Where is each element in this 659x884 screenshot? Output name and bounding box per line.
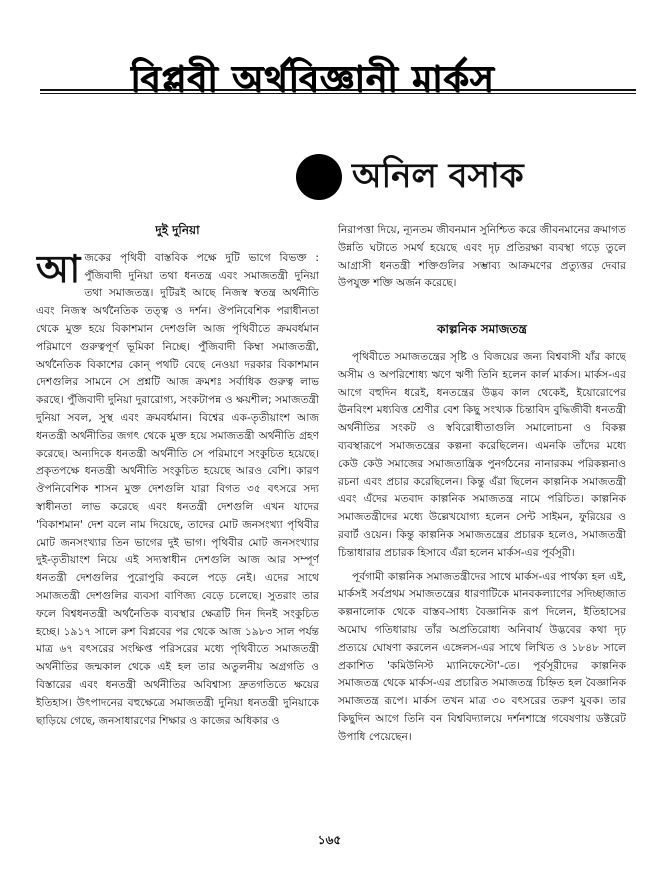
left-column bbox=[36, 222, 319, 822]
left-paragraph bbox=[36, 245, 319, 731]
article-title: বিপ্লবী অর্থবিজ্ঞানী মার্কস bbox=[130, 58, 495, 100]
author-name: অনিল বসাক bbox=[352, 156, 524, 196]
author-bullet bbox=[296, 154, 342, 200]
right-continued-paragraph: নিরাপত্তা দিয়ে, ন্যূনতম জীবনমান সুনিশ্চিত করে জীবনমানের ক্রমাগত উন্নতি ঘটাতে সমর্থ হয়েছে এবং দৃঢ় প্রতিরক্ষা ব্যবস্থা গড়ে তুলে আগ্রাসী ধনতন্ত্রী শক্তিগুলির সম্ভাব্য আক্রমণের প্রত্যুত্তর দেবার উপযুক্ত শক্তি অর্জন করেছে। bbox=[338, 224, 626, 290]
page-number: ১৬৫ bbox=[317, 833, 342, 847]
section-heading-two-worlds: দুই দুনিয়া bbox=[155, 223, 200, 237]
drop-cap: আ bbox=[36, 245, 81, 291]
section-heading-utopian-socialism: কাল্পনিক সমাজতন্ত্র bbox=[437, 322, 527, 337]
right-paragraph-1: পৃথিবীতে সমাজতন্ত্রের সৃষ্টি ও বিজয়ের জন্য বিশ্ববাসী যাঁর কাছে অসীম ও অপরিশোধ্য ঋণে ঋণী তিনি হলেন কার্ল মার্কস। মার্কস-এর আগে বহুদিন ধরেই, ধনতন্ত্রের উদ্ভব কাল থেকেই, ইয়োরোপের ঊনবিংশ মধ্যবিত্ত শ্রেণীর বেশ কিছু সংখ্যক চিন্তাবিদ বুদ্ধিজীবী ধনতন্ত্রী অর্থনীতির সংকট ও স্ববিরোধীতাগুলি সমালোচনা ও বিকল্প ব্যবস্থারূপে সমাজতন্ত্রের কল্পনা করেছিলেন। এমনকি তাঁদের মধ্যে কেউ কেউ সমাজের সমাজতান্ত্রিক পুনর্গঠনের নানারকম পরিকল্পনাও রচনা এবং প্রচার করেছিলেন। কিন্তু এঁরা ছিলেন কাল্পনিক সমাজতন্ত্রী এবং এঁদের মতবাদ কাল্পনিক সমাজতন্ত্র নামে পরিচিত। কাল্পনিক সমাজতন্ত্রীদের মধ্যে উল্লেখযোগ্য হলেন সেন্ট সাইমন, ফুরিয়ের ও রবার্ট ওয়েন। কিন্তু কাল্পনিক সমাজতন্ত্রের প্রচারক হলেও, সমাজতন্ত্রী চিন্তাধারার প্রচারক হিসাবে এঁরা হলেন মার্কস-এর পূর্বসূরী। bbox=[338, 350, 626, 559]
right-column bbox=[338, 222, 626, 822]
left-paragraph-text: জকের পৃথিবী বাস্তবিক পক্ষে দুটি ভাগে বিভক্ত : পুঁজিবাদী দুনিয়া তথা ধনতন্ত্র এবং সমাজতন্ত্রী দুনিয়া তথা সমাজতন্ত্র। দুটিরই আছে নিজস্ব স্বতন্ত্র অর্থনীতি এবং নিজস্ব অর্থনৈতিক তত্ত্ব ও দর্শন। ঔপনিবেশিক পরাধীনতা থেকে মুক্ত হয়ে বিকাশমান দেশগুলি আজ পৃথিবীতে ক্রমবর্ধমান পরিমাণে গুরুত্বপূর্ণ ভূমিকা নিচ্ছে। পুঁজিবাদী কিম্বা সমাজতন্ত্রী, অর্থনৈতিক বিকাশের কোন্ পথটি বেছে নেওয়া দরকার বিকাশমান দেশগুলির সামনে সে প্রশ্নটি আজ ক্রমশঃ সর্বাধিক গুরুত্ব লাভ করছে। পুঁজিবাদী দুনিয়া দুরারোগ্য, সংকটাপন্ন ও ক্ষয়শীল; সমাজতন্ত্রী দুনিয়া সবল, সুস্থ এবং ক্রমবর্ধমান। বিশ্বের এক-তৃতীয়াংশ আজ ধনতন্ত্রী অর্থনীতির জগৎ থেকে মুক্ত হয়ে সমাজতন্ত্রী অর্থনীতি গ্রহণ করেছে। অন্যদিকে ধনতন্ত্রী অর্থনীতি সে পরিমাণে সংকুচিত হয়েছে। প্রকৃতপক্ষে ধনতন্ত্রী অর্থনীতি সংকুচিত হয়েছে আরও বেশি। কারণ ঔপনিবেশিক শাসন মুক্ত দেশগুলি যারা বিগত ৩৫ বৎসরে সদ্য স্বাধীনতা লাভ করেছে এবং ধনতন্ত্রী দেশগুলি এখন যাদের 'বিকাশমান' দেশ বলে নাম দিয়েছে, তাদের মোট জনসংখ্যা পৃথিবীর মোট জনসংখ্যার তিন ভাগের দুই ভাগ। পৃথিবীর মোট জনসংখ্যার দুই-তৃতীয়াংশ নিয়ে এই সদ্যস্বাধীন দেশগুলি আজ আর সম্পূর্ণ ধনতন্ত্রী দেশগুলির পুরোপুরি কবলে পড়ে নেই। এদের সাথে সমাজতন্ত্রী দেশগুলির ব্যবসা বাণিজ্য বেড়ে চলেছে। সুতরাং তার ফলে বিশ্বধনতন্ত্রী অর্থনৈতিক ব্যবস্থার ক্ষেত্রটি দিন দিনই সংকুচিত হচ্ছে। ১৯১৭ সালে রুশ বিপ্লবের পর থেকে আজ ১৯৮৩ সাল পর্যন্ত মাত্র ৬৭ বৎসরের সংক্ষিপ্ত পরিসরের মধ্যে পৃথিবীতে সমাজতন্ত্রী অর্থনীতির জন্মকাল থেকে এই হল তার অতুলনীয় অগ্রগতি ও বিস্তারের এবং ধনতন্ত্রী অর্থনীতির অবিশ্বাস্য দ্রুতগতিতে ক্ষয়ের ইতিহাস। উৎপাদনের বহুক্ষেত্রে সমাজতন্ত্রী দুনিয়া ধনতন্ত্রী দুনিয়াকে ছাড়িয়ে গেছে, জনসাধারণের শিক্ষার ও কাজের অধিকার ও bbox=[36, 251, 319, 727]
right-paragraph-2: পূর্বগামী কাল্পনিক সমাজতন্ত্রীদের সাথে মার্কস-এর পার্থক্য হল এই, মার্কসই সর্বপ্রথম সমাজতন্ত্রের ধারণাটিকে মানবকল্যাণের সদিচ্ছাজাত কল্পনালোক থেকে বাস্তব-সাধ্য বৈজ্ঞানিক রূপ দিলেন, ইতিহাসের অমোঘ গতিধারায় তাঁর অপ্রতিরোধ্য অনিবার্য উদ্ভবের কথা দৃঢ় প্রত্যয়ে ঘোষণা করলেন এঙ্গেলস-এর সাথে লিখিত ও ১৮৪৮ সালে প্রকাশিত 'কমিউনিস্ট ম্যানিফেস্টো'-তে। পূর্বসূরীদের কাল্পনিক সমাজতন্ত্র থেকে মার্কস-এর প্রচারিত সমাজতন্ত্র চিহ্নিত হল বৈজ্ঞানিক সমাজতন্ত্র রূপে। মার্কস তখন মাত্র ৩০ বৎসরের তরুণ যুবক। তার কিছুদিন আগে তিনি বন বিশ্ববিদ্যালয়ে দর্শনশাস্ত্রে গবেষণায় ডক্টরেট উপাধি পেয়েছেন। bbox=[338, 570, 626, 743]
